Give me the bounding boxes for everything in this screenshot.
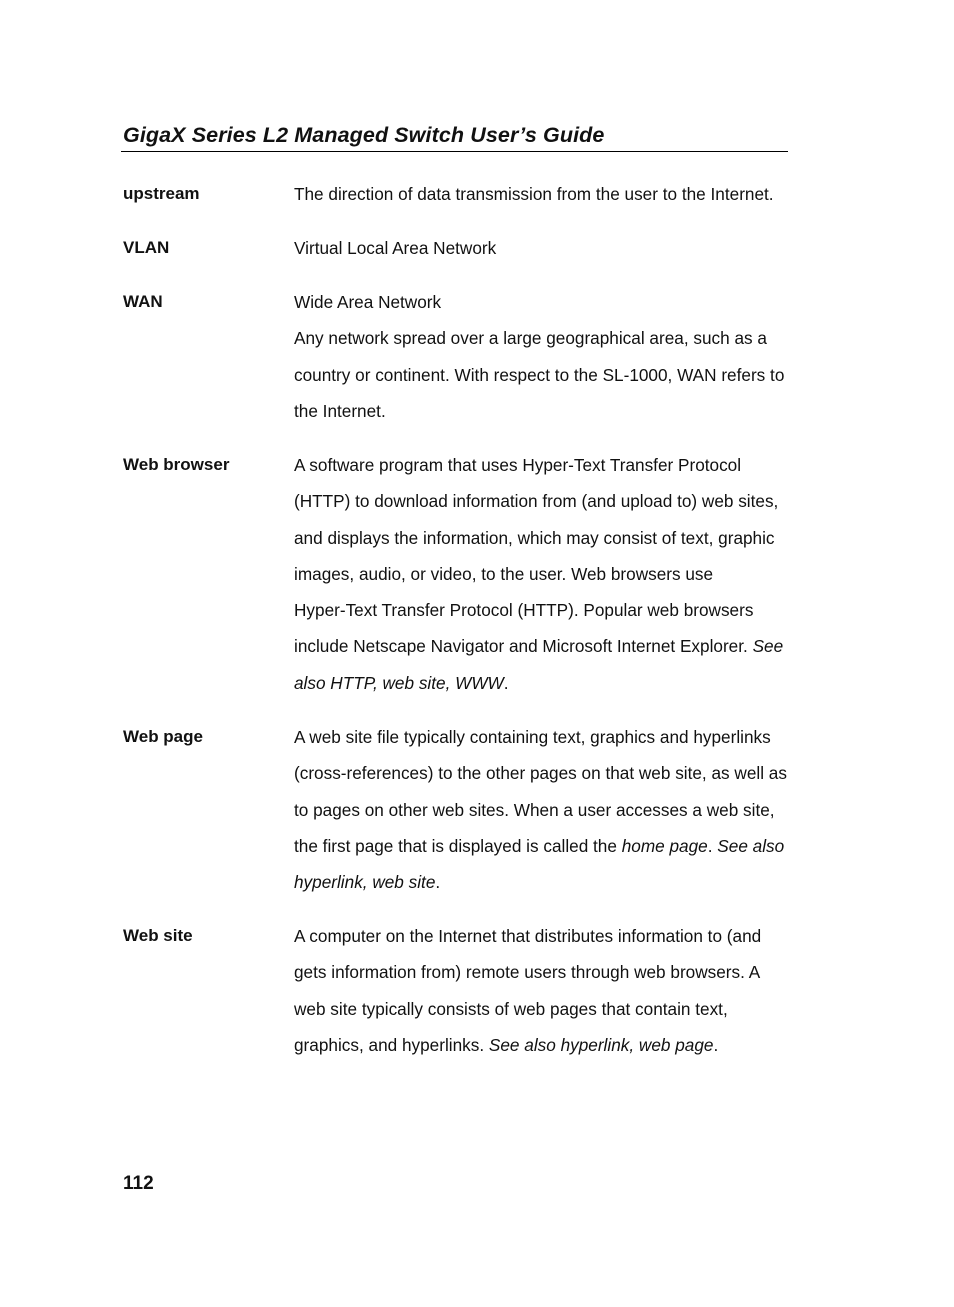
glossary-definition — [294, 447, 793, 701]
definition-line: (HTTP) to download information from (and upload to) web sites, — [294, 491, 779, 512]
glossary-definition — [294, 230, 793, 266]
glossary-definition — [294, 918, 793, 1063]
definition-line: gets information from) remote users through web browsers. A — [294, 962, 761, 983]
definition-line: images, audio, or video, to the user. Web browsers use — [294, 563, 714, 584]
definition-line: the Internet. — [294, 400, 386, 421]
definition-line: Virtual Local Area Network — [294, 238, 497, 258]
cross-reference: hyperlink, web site — [294, 872, 436, 893]
glossary-term: upstream — [123, 184, 200, 203]
glossary-term: Web page — [123, 727, 203, 746]
definition-line: to pages on other web sites. When a user accesses a web site, — [294, 799, 775, 820]
definition-line: Any network spread over a large geographical area, such as a — [294, 328, 767, 349]
definition-line: the first page that is displayed is called the home page. See also — [294, 835, 785, 856]
definition-line: include Netscape Navigator and Microsoft Internet Explorer. See — [294, 636, 784, 657]
glossary-definition — [294, 176, 793, 212]
definition-line: hyperlink, web site. — [294, 872, 441, 893]
definition-line: and displays the information, which may consist of text, graphic — [294, 527, 775, 548]
page-title: GigaX Series L2 Managed Switch User’s Guide — [123, 123, 605, 147]
glossary-term: Web site — [123, 926, 193, 945]
definition-line: also HTTP, web site, WWW. — [294, 672, 509, 693]
definition-line: The direction of data transmission from the user to the Internet. — [294, 184, 774, 204]
definition-line: graphics, and hyperlinks. See also hyperlink, web page. — [294, 1034, 719, 1055]
glossary-term: WAN — [123, 292, 163, 311]
glossary-term: Web browser — [123, 455, 230, 474]
glossary-definition — [294, 284, 793, 429]
definition-line: A software program that uses Hyper-Text Transfer Protocol — [294, 455, 742, 475]
definition-line: Wide Area Network — [294, 292, 442, 312]
definition-line: A computer on the Internet that distributes information to (and — [294, 926, 762, 946]
cross-reference: See also — [717, 835, 785, 856]
glossary-definition — [294, 719, 793, 900]
cross-reference: See — [752, 636, 784, 657]
definition-line: (cross-references) to the other pages on that web site, as well as — [294, 763, 787, 784]
definition-line: country or continent. With respect to the SL-1000, WAN refers to — [294, 364, 785, 385]
glossary-term: VLAN — [123, 238, 170, 257]
cross-reference: See also hyperlink, web page — [488, 1034, 714, 1055]
definition-line: web site typically consists of web pages that contain text, — [294, 998, 728, 1019]
cross-reference: also HTTP, web site, WWW — [294, 672, 504, 693]
page-number: 112 — [123, 1173, 154, 1194]
definition-line: Hyper-Text Transfer Protocol (HTTP). Popular web browsers — [294, 600, 754, 621]
definition-line: A web site file typically containing text, graphics and hyperlinks — [294, 727, 771, 747]
emphasized-term: home page — [621, 835, 708, 856]
page-header — [121, 120, 788, 152]
